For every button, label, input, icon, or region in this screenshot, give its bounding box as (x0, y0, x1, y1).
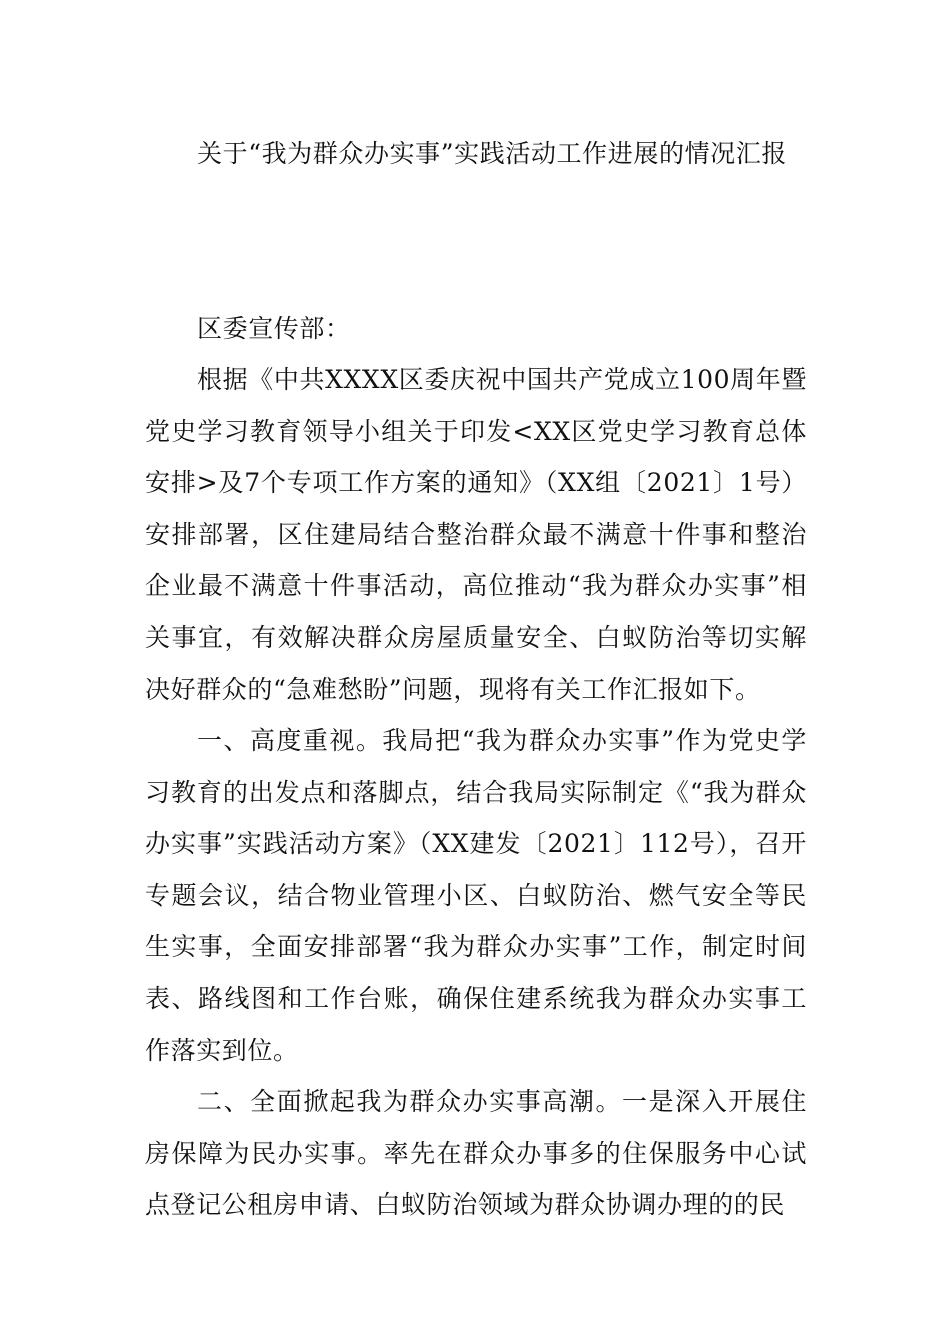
body-paragraph-1: 根据《中共XXXX区委庆祝中国共产党成立100周年暨党史学习教育领导小组关于印发<XX区党史学习教育总体安排>及7个专项工作方案的通知》（XX组〔2021〕1号）安排部署，区住建局结合整治群众最不满意十件事和整治企业最不满意十件事活动，高位推动“我为群众办实事”相关事宜，有效解决群众房屋质量安全、白蚁防治等切实解决好群众的“急难愁盼”问题，现将有关工作汇报如下。 (145, 365, 807, 704)
salutation: 区委宣传部： (197, 314, 351, 343)
body-paragraph-2: 一、高度重视。我局把“我为群众办实事”作为党史学习教育的出发点和落脚点，结合我局实际制定《“我为群众办实事”实践活动方案》（XX建发〔2021〕112号），召开专题会议，结合物业管理小区、白蚁防治、燃气安全等民生实事，全面安排部署“我为群众办实事”工作，制定时间表、路线图和工作台账，确保住建系统我为群众办实事工作落实到位。 (145, 726, 807, 1065)
body-paragraph-3: 二、全面掀起我为群众办实事高潮。一是深入开展住房保障为民办实事。率先在群众办事多的住保服务中心试点登记公租房申请、白蚁防治领域为群众协调办理的的民 (145, 1087, 807, 1220)
document-title: 关于“我为群众办实事”实践活动工作进展的情况汇报 (197, 139, 787, 168)
